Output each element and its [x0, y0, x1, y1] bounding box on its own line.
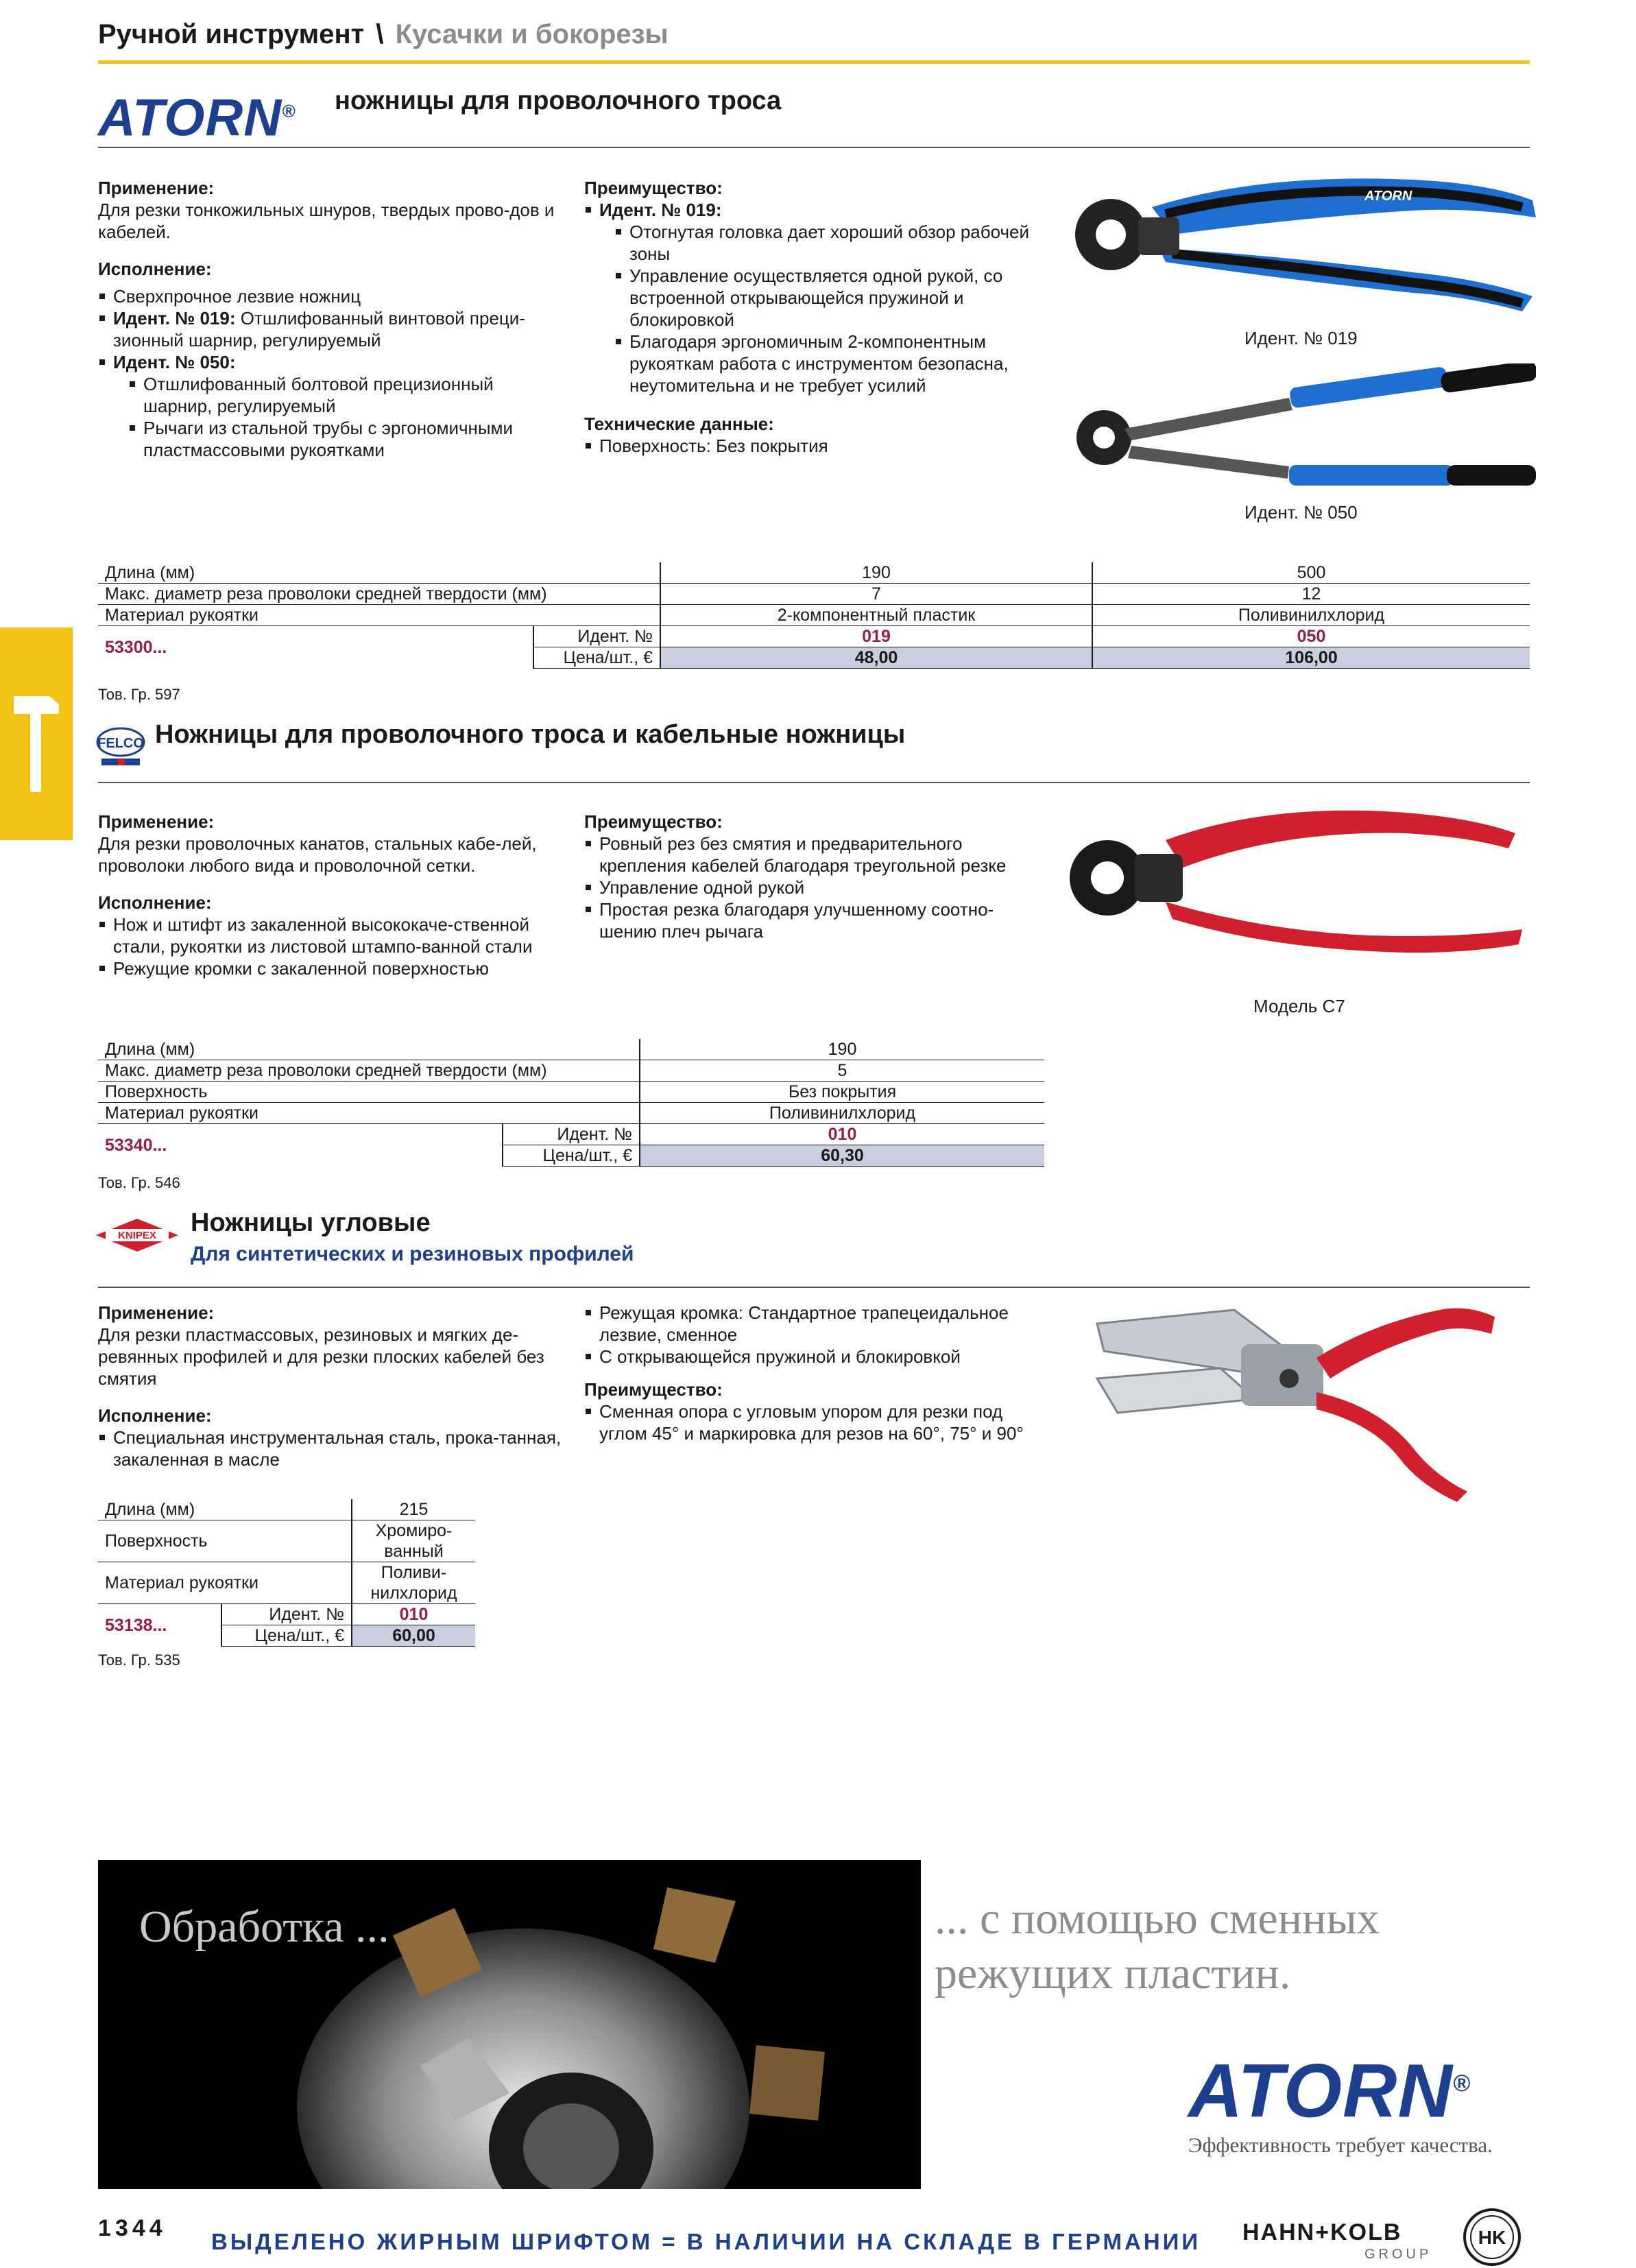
ident-value[interactable]: 010 — [352, 1604, 475, 1625]
hk-monogram-icon — [1462, 2207, 1522, 2267]
hk-monogram: HK — [1478, 2227, 1506, 2248]
list-item: Режущие кромки с закаленной поверхностью — [98, 957, 564, 979]
header-separator: \ — [376, 19, 384, 49]
table-row — [98, 1060, 1044, 1082]
list-item: Отшлифованный болтовой прецизионный шарнир, регулируемый — [128, 373, 564, 417]
cell-value: 7 — [660, 584, 1092, 605]
product-image-050 — [1056, 363, 1536, 501]
svg-text:KNIPEX: KNIPEX — [118, 1230, 156, 1241]
list-item: Управление одной рукой — [584, 876, 1044, 898]
row-label: Макс. диаметр реза проволоки средней твердости (мм) — [98, 1060, 640, 1082]
list-item — [98, 351, 564, 461]
ident-value[interactable]: 019 — [660, 626, 1092, 647]
list-item: Нож и штифт из закаленной высококаче-ственной стали, рукоятки из листовой штампо-ванной стали — [98, 914, 564, 957]
price-value: 48,00 — [660, 647, 1092, 669]
cell-value: Поливинилхлорид — [1092, 605, 1530, 626]
list-item — [98, 307, 564, 351]
price-label: Цена/шт., € — [503, 1145, 640, 1167]
cell-value: 5 — [640, 1060, 1044, 1082]
section-rule — [98, 1287, 1530, 1288]
price-label: Цена/шт., € — [221, 1625, 352, 1647]
svg-text:ATORN: ATORN — [1364, 189, 1412, 204]
section-rule — [98, 147, 1530, 148]
price-value: 106,00 — [1092, 647, 1530, 669]
list-item: Управление осуществляется одной рукой, со встроенной открывающейся пружиной и блокировкой — [614, 265, 1044, 331]
table-row — [98, 562, 1530, 584]
list-item — [584, 199, 1044, 396]
section-middle-column — [584, 177, 1044, 457]
ad-banner — [98, 1860, 921, 2189]
list-item: Отогнутая головка дает хороший обзор рабочей зоны — [614, 221, 1044, 265]
section-title: Ножницы для проволочного троса и кабельные ножницы — [155, 720, 906, 749]
product-group: Тов. Гр. 597 — [98, 686, 180, 703]
ad-atorn-logo — [1188, 2042, 1471, 2133]
table-row — [98, 605, 1530, 626]
application-heading: Применение: — [98, 1302, 215, 1323]
product-group: Тов. Гр. 535 — [98, 1651, 180, 1669]
stock-note: ВЫДЕЛЕНО ЖИРНЫМ ШРИФТОМ = В НАЛИЧИИ НА СКЛАДЕ В ГЕРМАНИИ — [211, 2229, 1201, 2254]
application-text: Для резки проволочных канатов, стальных кабе-лей, проволоки любого вида и проволочной сетки. — [98, 833, 537, 876]
section-subtitle: Для синтетических и резиновых профилей — [191, 1243, 634, 1265]
image-caption-019: Идент. № 019 — [1244, 328, 1358, 348]
row-label: Длина (мм) — [98, 1039, 640, 1060]
product-group: Тов. Гр. 546 — [98, 1174, 180, 1191]
row-label: Поверхность — [98, 1082, 640, 1103]
application-heading: Применение: — [98, 811, 215, 832]
ad-brand: ATORN — [1188, 2049, 1453, 2134]
list-item: Ровный рез без смятия и предварительного крепления кабелей благодаря треугольной резке — [584, 833, 1044, 876]
product-image-019 — [1056, 152, 1536, 317]
cell-value: Поливинилхлорид — [640, 1103, 1044, 1124]
ad-right-line2: режущих пластин. — [935, 1948, 1291, 1998]
price-value: 60,30 — [640, 1145, 1044, 1167]
table-row — [98, 1562, 475, 1604]
table-row — [98, 1520, 475, 1562]
table-row — [98, 1499, 475, 1520]
section-title: Ножницы угловые — [191, 1208, 431, 1237]
tech-heading: Технические данные: — [584, 414, 774, 434]
row-label: Материал рукоятки — [98, 605, 660, 626]
table-row — [98, 584, 1530, 605]
section-middle-column — [584, 811, 1044, 942]
section-middle-column — [584, 1302, 1050, 1444]
page-header — [98, 19, 669, 50]
table-row — [98, 1604, 475, 1625]
ad-slogan: Эффективность требует качества. — [1188, 2133, 1493, 2157]
cell-value: 190 — [660, 562, 1092, 584]
table-row — [98, 1103, 1044, 1124]
knipex-logo — [95, 1217, 180, 1253]
ad-left-text: Обработка ... — [139, 1902, 389, 1952]
table-row — [98, 1124, 1044, 1145]
list-item: Рычаги из стальной трубы с эргономичными пластмассовыми рукоятками — [128, 417, 564, 461]
list-item: Сменная опора с угловым упором для резки под углом 45° и маркировка для резов на 60°, 75° и 90° — [584, 1400, 1050, 1444]
header-rule — [98, 60, 1530, 64]
ident-label: Идент. № — [503, 1124, 640, 1145]
advantage-heading: Преимущество: — [584, 811, 723, 832]
ident-label: Идент. № 050: — [113, 352, 236, 372]
list-item: С открывающейся пружиной и блокировкой — [584, 1346, 1050, 1368]
section-title: ножницы для проволочного троса — [335, 86, 782, 115]
list-item: Благодаря эргономичным 2-компонентным рукояткам работа с инструментом безопасна, неутомительна и не требует усилий — [614, 331, 1044, 396]
list-item: Поверхность: Без покрытия — [584, 435, 1044, 457]
product-image-c7 — [1063, 799, 1529, 957]
ident-label: Идент. № — [221, 1604, 352, 1625]
company-name: HAHN+KOLB — [1242, 2219, 1402, 2245]
spec-table-53138 — [98, 1499, 475, 1647]
table-row — [98, 626, 1530, 647]
cell-value: Без покрытия — [640, 1082, 1044, 1103]
article-number[interactable]: 53300... — [105, 637, 167, 657]
section-left-column — [98, 811, 564, 979]
execution-heading: Исполнение: — [98, 259, 212, 279]
section-left-column — [98, 177, 564, 461]
execution-heading: Исполнение: — [98, 1405, 212, 1426]
svg-text:FELCO: FELCO — [97, 736, 144, 751]
advantage-heading: Преимущество: — [584, 1379, 723, 1400]
execution-heading: Исполнение: — [98, 892, 212, 913]
advantage-heading: Преимущество: — [584, 178, 723, 198]
product-image-angle-shears — [1083, 1296, 1522, 1502]
ident-value[interactable]: 010 — [640, 1124, 1044, 1145]
row-label: Материал рукоятки — [98, 1562, 352, 1604]
price-value: 60,00 — [352, 1625, 475, 1647]
ident-label: Идент. № — [533, 626, 660, 647]
company-group: GROUP — [1364, 2247, 1432, 2262]
header-subcategory: Кусачки и бокорезы — [395, 19, 669, 49]
section-rule — [98, 782, 1530, 783]
cell-value: 190 — [640, 1039, 1044, 1060]
list-item: Режущая кромка: Стандартное трапецеидальное лезвие, сменное — [584, 1302, 1050, 1346]
application-heading: Применение: — [98, 178, 215, 198]
list-item: Специальная инструментальная сталь, прока-танная, закаленная в масле — [98, 1427, 564, 1470]
price-label: Цена/шт., € — [533, 647, 660, 669]
ad-brand-mark: ® — [1452, 2070, 1471, 2097]
article-number[interactable]: 53138... — [105, 1615, 167, 1635]
cell-value: 500 — [1092, 562, 1530, 584]
side-tab — [0, 628, 73, 840]
cell-value: 215 — [352, 1499, 475, 1520]
ident-value[interactable]: 050 — [1092, 626, 1530, 647]
table-row — [98, 1039, 1044, 1060]
list-item-text: Отшлифованный винтовой преци-зионный шарнир, регулируемый — [113, 308, 525, 350]
cell-value: 12 — [1092, 584, 1530, 605]
cell-value: Хромиро-ванный — [352, 1520, 475, 1562]
page-number: 1344 — [98, 2215, 167, 2241]
brand-name: ATORN — [98, 88, 282, 147]
row-label: Поверхность — [98, 1520, 352, 1562]
article-number[interactable]: 53340... — [105, 1135, 167, 1155]
header-category: Ручной инструмент — [98, 19, 365, 49]
felco-logo — [96, 727, 145, 768]
application-text: Для резки тонкожильных шнуров, твердых прово-дов и кабелей. — [98, 200, 555, 242]
hammer-icon — [0, 628, 73, 840]
application-text: Для резки пластмассовых, резиновых и мягких де-ревянных профилей и для резки плоских кабелей без смятия — [98, 1324, 544, 1389]
row-label: Длина (мм) — [98, 1499, 352, 1520]
spec-table-53300 — [98, 562, 1530, 669]
ident-label: Идент. № 019: — [599, 200, 722, 220]
brand-mark: ® — [282, 101, 296, 121]
cell-value: Поливи-нилхлорид — [352, 1562, 475, 1604]
section-left-column — [98, 1302, 564, 1470]
row-label: Макс. диаметр реза проволоки средней твердости (мм) — [98, 584, 660, 605]
row-label: Длина (мм) — [98, 562, 660, 584]
image-caption-050: Идент. № 050 — [1244, 502, 1358, 523]
ident-label: Идент. № 019: — [113, 308, 236, 329]
image-caption-c7: Модель C7 — [1253, 996, 1345, 1016]
row-label: Материал рукоятки — [98, 1103, 640, 1124]
list-item: Простая резка благодаря улучшенному соотно-шению плеч рычага — [584, 898, 1044, 942]
atorn-logo — [98, 84, 296, 145]
cell-value: 2-компонентный пластик — [660, 605, 1092, 626]
spec-table-53340 — [98, 1039, 1044, 1167]
ad-right-line1: ... с помощью сменных — [935, 1894, 1380, 1944]
list-item: Сверхпрочное лезвие ножниц — [98, 285, 564, 307]
table-row — [98, 1082, 1044, 1103]
